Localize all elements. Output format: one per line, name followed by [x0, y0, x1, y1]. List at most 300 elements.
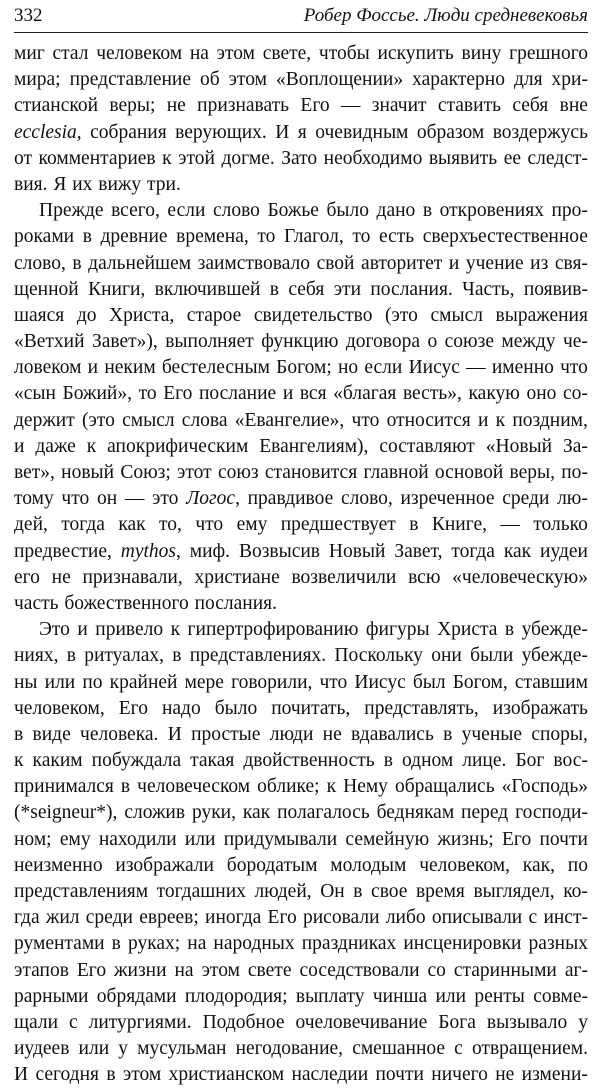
page-number: 332 [14, 5, 43, 26]
book-page [14, 4, 588, 1089]
word: простые [191, 723, 261, 745]
word: тогда [451, 540, 495, 562]
word: ученые [461, 723, 523, 745]
word: жизнь; [437, 828, 494, 850]
word: составляют [379, 435, 475, 457]
text-line [14, 774, 588, 800]
word: было [326, 200, 369, 222]
word: очеловечивание [295, 1011, 428, 1033]
word: в [422, 200, 433, 222]
word: свой [316, 252, 355, 274]
word: со- [562, 383, 588, 405]
word: миф. [189, 540, 231, 562]
text-line [14, 146, 588, 172]
word: представлениям [14, 881, 149, 902]
word: то, [159, 514, 182, 536]
word: тому [14, 488, 54, 510]
word: Бога [438, 1011, 476, 1033]
text-line [14, 355, 588, 381]
text-line [14, 591, 588, 617]
word: смешанное [352, 1038, 446, 1060]
word: Его [502, 828, 532, 850]
word: был [412, 671, 446, 693]
word: их [72, 173, 93, 195]
word: Книги, [88, 278, 146, 300]
word: Новый [328, 540, 386, 562]
word: было [214, 697, 258, 719]
word: плодородия; [184, 985, 288, 1007]
word: предвестие, [14, 540, 112, 562]
word: человеком, [14, 697, 105, 719]
word: вия. [14, 173, 48, 195]
word: ставшим [514, 671, 588, 693]
word: христианском [168, 1064, 285, 1086]
text-line [14, 879, 588, 905]
word: всю [408, 566, 441, 588]
word: Христа, [109, 304, 175, 326]
word: представлять, [364, 697, 479, 719]
word: Евангелиям), [259, 435, 369, 457]
word: даже [35, 435, 76, 457]
word: говорили, [231, 671, 313, 693]
word: христиане [194, 566, 280, 588]
word: — [500, 514, 520, 536]
word: аг- [564, 959, 588, 981]
word: свидетельство [253, 304, 373, 326]
word: оно [526, 383, 557, 405]
word: в [120, 776, 131, 798]
word: если [167, 200, 206, 222]
word: чтобы [318, 43, 370, 64]
word: «Новый [485, 435, 553, 457]
word: убежде- [521, 619, 588, 641]
word: до [76, 304, 97, 326]
word: собрания [90, 121, 167, 143]
word: евреев; [139, 907, 199, 929]
word: и [77, 619, 88, 641]
text-line [14, 670, 588, 696]
text-line [14, 434, 588, 460]
word: послание [198, 383, 277, 405]
word: совме- [533, 985, 588, 1007]
word: новый [61, 462, 115, 483]
word: Богом, [452, 671, 508, 693]
word: лице. [462, 750, 507, 772]
word: облике; [257, 776, 320, 798]
word: то [138, 383, 157, 405]
word: в [504, 619, 515, 641]
word: либо [385, 907, 426, 929]
word: в [82, 226, 92, 248]
word: основой [434, 462, 504, 483]
word: Я [53, 173, 67, 195]
word: убежде- [521, 645, 588, 667]
word: свое [371, 881, 408, 902]
word: че- [562, 331, 588, 353]
word: — [124, 488, 145, 510]
word: верующих. [175, 121, 267, 143]
word: Он [320, 881, 345, 902]
word: И [275, 121, 290, 143]
text-line [14, 827, 588, 853]
word: относится [386, 409, 471, 431]
text-line [14, 303, 588, 329]
word: одном [401, 750, 454, 772]
word: у [578, 1011, 588, 1033]
word: авторитет [361, 252, 443, 274]
word: «сын [14, 383, 56, 405]
word: на [189, 43, 209, 64]
word: следст- [527, 147, 588, 169]
word: и [87, 357, 99, 379]
text-line [14, 172, 588, 198]
word: жил [45, 907, 80, 929]
word: становится [264, 462, 358, 483]
word: что [319, 671, 348, 693]
body-text [14, 41, 588, 1089]
word: с [528, 907, 538, 929]
word: или [435, 985, 467, 1007]
word: ее [503, 147, 521, 169]
word: Его [300, 95, 330, 117]
word: по [82, 671, 103, 693]
word: в [269, 278, 280, 300]
word: держит [14, 409, 75, 431]
text-line [14, 381, 588, 407]
word: себя [288, 278, 325, 300]
word: не [322, 723, 342, 745]
word: этом [122, 1064, 162, 1086]
word: среди [85, 907, 133, 929]
word: функцию [261, 331, 339, 353]
word: о [427, 331, 438, 353]
word: договора [345, 331, 421, 353]
word: стал [52, 43, 89, 64]
word: рарными [14, 985, 89, 1007]
word: праздниках [301, 933, 397, 955]
word: Это [39, 619, 70, 641]
word: хри- [551, 69, 588, 91]
word: человеческом [137, 776, 251, 798]
word: дальнейшем [88, 252, 192, 274]
word: Богом; [276, 357, 332, 379]
word: вет», [14, 462, 55, 483]
word: к [14, 750, 24, 772]
word: к [86, 435, 97, 457]
word: представлениях. [189, 645, 327, 667]
word: слово, [14, 252, 66, 274]
word: слово [212, 200, 260, 222]
word: как [242, 802, 271, 824]
word: свя- [554, 252, 588, 274]
word: в [443, 723, 453, 745]
word: гда [14, 907, 40, 929]
word: на [187, 933, 207, 955]
word: человека. [80, 723, 159, 745]
word: лю- [557, 488, 588, 510]
text-line [14, 1010, 588, 1036]
word: веры; [109, 95, 156, 117]
word: надо [161, 697, 201, 719]
word: и [14, 435, 25, 457]
word: Завет, [394, 540, 443, 562]
word: веры, [509, 462, 555, 483]
word: дей, [14, 514, 48, 536]
text-line [14, 1062, 588, 1088]
text-line [14, 539, 588, 565]
word: часть [14, 592, 59, 614]
word: мере [184, 671, 224, 693]
word: Союз; [120, 462, 171, 483]
running-head [14, 4, 588, 33]
word: негодование, [235, 1038, 344, 1060]
word: времена, [176, 226, 249, 248]
word: Его [267, 907, 297, 929]
word: Часть, [462, 278, 515, 300]
word: что [61, 488, 90, 510]
word: на [174, 959, 194, 981]
word: необходимо [323, 147, 423, 169]
word: заимствовало [197, 252, 311, 274]
word: послания. [194, 592, 278, 614]
word: mythos, [120, 540, 181, 562]
word: по [567, 854, 588, 876]
word: инст- [543, 907, 588, 929]
word: он [96, 488, 118, 510]
text-line [14, 486, 588, 512]
word: союзе [444, 331, 494, 353]
word: свете [247, 959, 292, 981]
word: «Ветхий [14, 331, 85, 353]
word: и [282, 383, 294, 405]
text-line [14, 931, 588, 957]
word: бородатым [226, 854, 318, 876]
word: смысл [122, 409, 175, 431]
word: люди [269, 723, 314, 745]
word: комментариев [38, 147, 156, 169]
word: фигуры [365, 619, 430, 641]
word: что [195, 514, 224, 536]
word: сверхъестественное [422, 226, 588, 248]
text-line [14, 408, 588, 434]
word: руках; [127, 933, 181, 955]
word: старое [186, 304, 242, 326]
word: как [118, 514, 146, 536]
word: инсценировки [403, 933, 522, 955]
word: в [106, 1064, 116, 1086]
word: характерно [412, 69, 505, 91]
text-line [14, 41, 588, 67]
word: щали [14, 1011, 59, 1033]
text-line [14, 512, 588, 538]
word: не [51, 566, 71, 588]
word: в [172, 645, 182, 667]
running-title: Робер Фоссье. Люди средневековья [303, 5, 588, 26]
word: со [427, 959, 446, 981]
word: в [409, 514, 419, 536]
word: бестелесным [161, 357, 270, 379]
word: что [351, 409, 380, 431]
word: роками [14, 226, 75, 248]
word: побуждала [91, 750, 182, 772]
word: откровениях [439, 200, 544, 222]
word: наследии [291, 1064, 369, 1086]
word: крайней [109, 671, 178, 693]
word: ны [14, 671, 38, 693]
word: ловеком [14, 357, 82, 379]
word: привело [95, 619, 164, 641]
word: в [383, 750, 393, 772]
text-line [14, 277, 588, 303]
text-line [14, 251, 588, 277]
word: мусульман [137, 1038, 227, 1060]
text-line [14, 748, 588, 774]
word: для [513, 69, 543, 91]
word: апокрифическим [107, 435, 249, 457]
word: образом [416, 121, 485, 143]
word: только [533, 514, 588, 536]
word: признавать [197, 95, 290, 117]
text-line [14, 67, 588, 93]
word: ecclesia, [14, 121, 82, 143]
word: вызывало [486, 1011, 568, 1033]
word: Глагол, [283, 226, 344, 248]
word: придумывали [223, 828, 338, 850]
word: были [470, 645, 514, 667]
word: возвеличили [291, 566, 397, 588]
word: как [503, 540, 532, 562]
word: есть [378, 226, 415, 248]
word: предшествует [280, 514, 396, 536]
word: «Воплощении» [275, 69, 404, 91]
word: Божье [267, 200, 319, 222]
word: этом [201, 959, 240, 981]
word: но [337, 357, 359, 379]
word: вос- [553, 750, 588, 772]
word: у [118, 1038, 129, 1060]
word: именно [491, 357, 554, 379]
word: как, [522, 854, 555, 876]
word: полагалось [277, 802, 370, 824]
word: Подобное [202, 1011, 285, 1033]
word: догме. [221, 147, 275, 169]
word: жизни [114, 959, 167, 981]
text-line [14, 722, 588, 748]
word: в [111, 933, 121, 955]
word: обращались [394, 776, 495, 798]
word: неизменно [14, 854, 103, 876]
word: весть», [402, 383, 462, 405]
word: или [78, 1038, 110, 1060]
word: иудеи [540, 540, 588, 562]
text-line [14, 1036, 588, 1062]
word: поздним, [512, 409, 588, 431]
word: ему [59, 828, 91, 850]
text-line [14, 198, 588, 224]
text-line [14, 565, 588, 591]
word: к [170, 619, 181, 641]
word: выглядел, [473, 881, 555, 902]
word: мира; [14, 69, 61, 91]
word: Иисус [354, 671, 406, 693]
word: вижу [98, 173, 142, 195]
word: не [166, 95, 186, 117]
word: господи- [515, 802, 588, 824]
word: миг [14, 43, 45, 64]
word: ставить [437, 95, 501, 117]
word: Возвысив [238, 540, 321, 562]
word: виде [32, 723, 71, 745]
word: перед [461, 802, 509, 824]
text-line [14, 643, 588, 669]
word: очевидным [315, 121, 409, 143]
word: дано [376, 200, 416, 222]
word: чинша [372, 985, 428, 1007]
word: выражения [495, 304, 588, 326]
word: всего, [111, 200, 160, 222]
word: этой [178, 147, 215, 169]
word: Зато [281, 147, 318, 169]
text-line [14, 853, 588, 879]
word: старинными [453, 959, 557, 981]
word: Иисус [408, 357, 460, 379]
text-line [14, 696, 588, 722]
word: искупить [377, 43, 454, 64]
word: если [364, 357, 403, 379]
word: к [495, 409, 506, 431]
word: этом [228, 69, 267, 91]
word: в [66, 645, 76, 667]
word: включившей [154, 278, 261, 300]
word: правдивое [247, 488, 334, 510]
word: слова [181, 409, 228, 431]
word: ниях, [14, 645, 59, 667]
text-line [14, 958, 588, 984]
word: от [14, 147, 33, 169]
word: тогда [61, 514, 105, 536]
word: ритуалах, [84, 645, 164, 667]
word: вне [559, 95, 588, 117]
word: руки, [191, 802, 236, 824]
word: гипертрофированию [187, 619, 359, 641]
word: значит [371, 95, 427, 117]
word: «Господь» [501, 776, 588, 798]
word: людей, [254, 881, 312, 902]
word: к [326, 776, 337, 798]
word: ничего [431, 1064, 488, 1086]
text-line [14, 800, 588, 826]
word: вся [299, 383, 327, 405]
word: тогдашних [156, 881, 246, 902]
word: из [530, 252, 549, 274]
word: Нему [343, 776, 388, 798]
word: слово, [340, 488, 393, 510]
word: измени- [521, 1064, 588, 1086]
word: Бог [515, 750, 545, 772]
word: время [415, 881, 465, 902]
word: послания. [370, 278, 453, 300]
word: божественного [64, 592, 189, 614]
text-line [14, 329, 588, 355]
word: то [352, 226, 371, 248]
word: выплату [295, 985, 365, 1007]
word: рисовали [303, 907, 380, 929]
word: литургиями. [88, 1011, 192, 1033]
word: ему [236, 514, 268, 536]
word: Прежде [39, 200, 104, 222]
word: двойственность [243, 750, 375, 772]
word: — [466, 357, 486, 379]
